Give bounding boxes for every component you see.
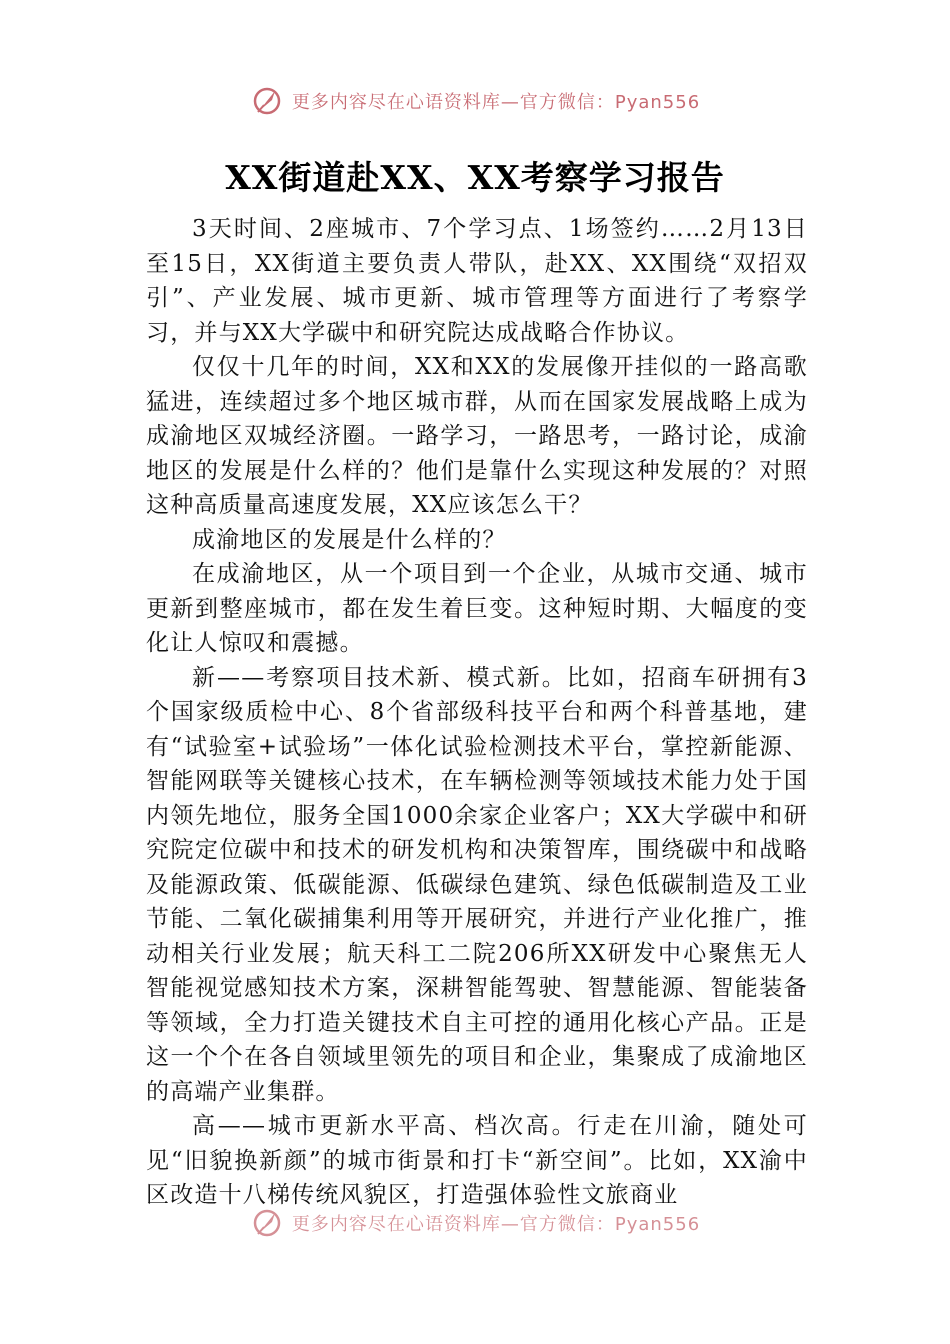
paragraph: 3天时间、2座城市、7个学习点、1场签约……2月13日至15日，XX街道主要负责人带队，赴XX、XX围绕“双招双引”、产业发展、城市更新、城市管理等方面进行了考察学习，并与XX大学碳中和研究院达成战略合作协议。 bbox=[146, 216, 808, 346]
paragraph: 仅仅十几年的时间，XX和XX的发展像开挂似的一路高歌猛进，连续超过多个地区城市群，从而在国家发展战略上成为成渝地区双城经济圈。一路学习，一路思考，一路讨论，成渝地区的发展是什么样的？他们是靠什么实现这种发展的？对照这种高质量高速度发展，XX应该怎么干？ bbox=[146, 354, 808, 518]
watermark-footer bbox=[0, 1206, 950, 1240]
watermark-text: 更多内容尽在心语资料库—官方微信：Pyan556 bbox=[291, 92, 701, 113]
quill-pen-logo-icon bbox=[250, 84, 284, 118]
paragraph: 在成渝地区，从一个项目到一个企业，从城市交通、城市更新到整座城市，都在发生着巨变。这种短时期、大幅度的变化让人惊叹和震撼。 bbox=[146, 561, 808, 656]
paragraph: 高——城市更新水平高、档次高。行走在川渝，随处可见“旧貌换新颜”的城市街景和打卡“新空间”。比如，XX渝中区改造十八梯传统风貌区，打造强体验性文旅商业 bbox=[146, 1113, 808, 1208]
watermark-header bbox=[0, 84, 950, 118]
document-body bbox=[146, 212, 808, 1218]
paragraph: 成渝地区的发展是什么样的？ bbox=[192, 526, 507, 553]
paragraph: 新——考察项目技术新、模式新。比如，招商车研拥有3个国家级质检中心、8个省部级科技平台和两个科普基地，建有“试验室+试验场”一体化试验检测技术平台，掌控新能源、智能网联等关键核心技术，在车辆检测等领域技术能力处于国内领先地位，服务全国1000余家企业客户；XX大学碳中和研究院定位碳中和技术的研发机构和决策智库，围绕碳中和战略及能源政策、低碳能源、低碳绿色建筑、绿色低碳制造及工业节能、二氧化碳捕集利用等开展研究，并进行产业化推广，推动相关行业发展；航天科工二院206所XX研发中心聚焦无人智能视觉感知技术方案，深耕智能驾驶、智慧能源、智能装备等领域，全力打造关键技术自主可控的通用化核心产品。正是这一个个在各自领域里领先的项目和企业，集聚成了成渝地区的高端产业集群。 bbox=[146, 664, 808, 1105]
document-title: XX街道赴XX、XX考察学习报告 bbox=[225, 158, 725, 197]
quill-pen-logo-icon bbox=[250, 1206, 284, 1240]
watermark-text: 更多内容尽在心语资料库—官方微信：Pyan556 bbox=[291, 1214, 701, 1235]
